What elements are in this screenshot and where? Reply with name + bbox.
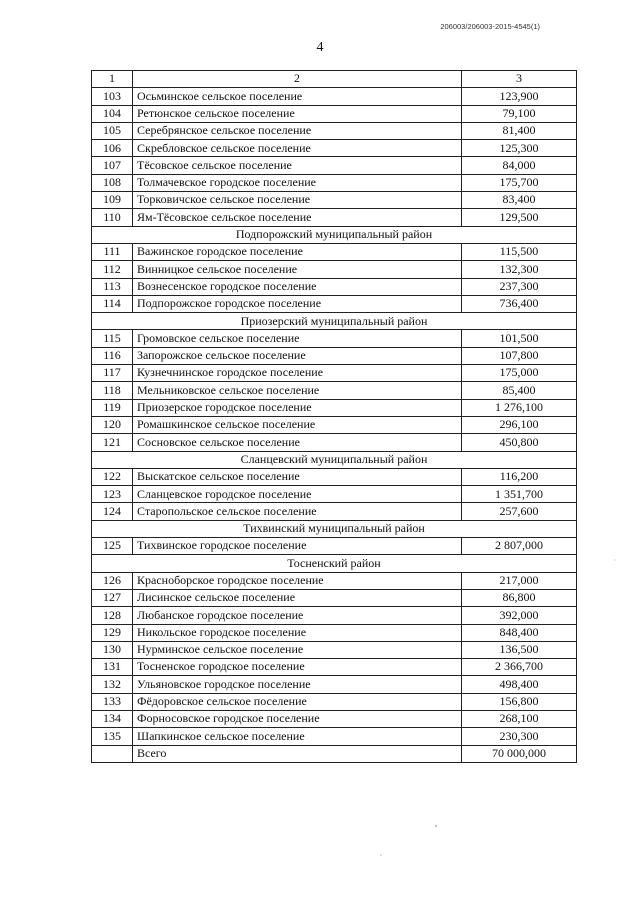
table-row <box>92 624 577 641</box>
settlement-name: Подпорожское городское поселение <box>133 295 462 312</box>
table-row <box>92 140 577 157</box>
table-row <box>92 572 577 589</box>
row-number: 127 <box>92 589 133 606</box>
row-number: 103 <box>92 88 133 105</box>
table-row <box>92 243 577 260</box>
district-row <box>92 555 577 572</box>
settlement-name: Любанское городское поселение <box>133 607 462 624</box>
allocation-value: 1 276,100 <box>462 399 577 416</box>
allocation-value: 101,500 <box>462 330 577 347</box>
row-number <box>92 745 133 762</box>
settlement-name: Важинское городское поселение <box>133 243 462 260</box>
allocation-value: 392,000 <box>462 607 577 624</box>
district-row <box>92 451 577 468</box>
row-number: 135 <box>92 728 133 745</box>
allocation-value: 1 351,700 <box>462 486 577 503</box>
district-name: Подпорожский муниципальный район <box>92 226 577 243</box>
table-row <box>92 192 577 209</box>
table-row <box>92 157 577 174</box>
settlement-name: Сосновское сельское поселение <box>133 434 462 451</box>
table-row <box>92 468 577 485</box>
district-name: Тихвинский муниципальный район <box>92 520 577 537</box>
allocation-value: 85,400 <box>462 382 577 399</box>
row-number: 119 <box>92 399 133 416</box>
table-row <box>92 607 577 624</box>
settlement-name: Ям-Тёсовское сельское поселение <box>133 209 462 226</box>
document-id: 206003/206003-2015-4545(1) <box>440 22 540 31</box>
row-number: 106 <box>92 140 133 157</box>
table-row <box>92 261 577 278</box>
table-row <box>92 382 577 399</box>
total-value: 70 000,000 <box>462 745 577 762</box>
allocation-value: 136,500 <box>462 641 577 658</box>
settlement-name: Старопольское сельское поселение <box>133 503 462 520</box>
row-number: 134 <box>92 710 133 727</box>
table-row <box>92 434 577 451</box>
allocation-value: 116,200 <box>462 468 577 485</box>
allocation-value: 129,500 <box>462 209 577 226</box>
table-row <box>92 399 577 416</box>
table-row <box>92 486 577 503</box>
settlement-name: Приозерское городское поселение <box>133 399 462 416</box>
allocation-value: 79,100 <box>462 105 577 122</box>
row-number: 122 <box>92 468 133 485</box>
row-number: 115 <box>92 330 133 347</box>
settlement-name: Мельниковское сельское поселение <box>133 382 462 399</box>
settlement-name: Серебрянское сельское поселение <box>133 122 462 139</box>
allocation-value: 115,500 <box>462 243 577 260</box>
row-number: 112 <box>92 261 133 278</box>
row-number: 113 <box>92 278 133 295</box>
allocation-value: 2 366,700 <box>462 659 577 676</box>
district-row <box>92 313 577 330</box>
row-number: 125 <box>92 538 133 555</box>
allocation-value: 83,400 <box>462 192 577 209</box>
header-col-1: 1 <box>92 71 133 88</box>
settlement-name: Тихвинское городское поселение <box>133 538 462 555</box>
total-row <box>92 745 577 762</box>
table-row <box>92 641 577 658</box>
row-number: 131 <box>92 659 133 676</box>
settlement-name: Осьминское сельское поселение <box>133 88 462 105</box>
allocation-value: 257,600 <box>462 503 577 520</box>
table-row <box>92 503 577 520</box>
settlement-name: Кузнечнинское городское поселение <box>133 365 462 382</box>
allocation-value: 498,400 <box>462 676 577 693</box>
allocation-value: 175,700 <box>462 174 577 191</box>
settlement-name: Лисинское сельское поселение <box>133 589 462 606</box>
allocation-value: 450,800 <box>462 434 577 451</box>
header-row <box>92 71 577 88</box>
row-number: 110 <box>92 209 133 226</box>
settlement-name: Фёдоровское сельское поселение <box>133 693 462 710</box>
district-row <box>92 520 577 537</box>
settlement-name: Толмачевское городское поселение <box>133 174 462 191</box>
allocation-value: 217,000 <box>462 572 577 589</box>
allocation-value: 132,300 <box>462 261 577 278</box>
settlement-name: Запорожское сельское поселение <box>133 347 462 364</box>
row-number: 126 <box>92 572 133 589</box>
table-row <box>92 330 577 347</box>
allocation-value: 84,000 <box>462 157 577 174</box>
allocation-table <box>91 70 577 763</box>
table-row <box>92 347 577 364</box>
row-number: 108 <box>92 174 133 191</box>
row-number: 118 <box>92 382 133 399</box>
table-row <box>92 278 577 295</box>
table-row <box>92 105 577 122</box>
row-number: 120 <box>92 416 133 433</box>
allocation-value: 230,300 <box>462 728 577 745</box>
table-row <box>92 659 577 676</box>
allocation-value: 736,400 <box>462 295 577 312</box>
table-row <box>92 174 577 191</box>
allocation-value: 175,000 <box>462 365 577 382</box>
district-name: Сланцевский муниципальный район <box>92 451 577 468</box>
header-col-2: 2 <box>133 71 462 88</box>
table-row <box>92 295 577 312</box>
row-number: 123 <box>92 486 133 503</box>
settlement-name: Красноборское городское поселение <box>133 572 462 589</box>
settlement-name: Выскатское сельское поселение <box>133 468 462 485</box>
allocation-value: 123,900 <box>462 88 577 105</box>
settlement-name: Скребловское сельское поселение <box>133 140 462 157</box>
allocation-value: 81,400 <box>462 122 577 139</box>
settlement-name: Громовское сельское поселение <box>133 330 462 347</box>
row-number: 132 <box>92 676 133 693</box>
row-number: 114 <box>92 295 133 312</box>
row-number: 104 <box>92 105 133 122</box>
allocation-value: 2 807,000 <box>462 538 577 555</box>
table-row <box>92 538 577 555</box>
settlement-name: Нурминское сельское поселение <box>133 641 462 658</box>
table-row <box>92 728 577 745</box>
row-number: 105 <box>92 122 133 139</box>
table-row <box>92 209 577 226</box>
table-row <box>92 693 577 710</box>
row-number: 133 <box>92 693 133 710</box>
table-row <box>92 122 577 139</box>
page-number: 4 <box>316 40 324 55</box>
settlement-name: Форносовское городское поселение <box>133 710 462 727</box>
settlement-name: Шапкинское сельское поселение <box>133 728 462 745</box>
header-col-3: 3 <box>462 71 577 88</box>
allocation-value: 107,800 <box>462 347 577 364</box>
row-number: 130 <box>92 641 133 658</box>
table-row <box>92 676 577 693</box>
settlement-name: Ульяновское городское поселение <box>133 676 462 693</box>
district-name: Приозерский муниципальный район <box>92 313 577 330</box>
settlement-name: Вознесенское городское поселение <box>133 278 462 295</box>
allocation-value: 848,400 <box>462 624 577 641</box>
row-number: 128 <box>92 607 133 624</box>
settlement-name: Сланцевское городское поселение <box>133 486 462 503</box>
allocation-value: 268,100 <box>462 710 577 727</box>
settlement-name: Тёсовское сельское поселение <box>133 157 462 174</box>
district-row <box>92 226 577 243</box>
allocation-value: 86,800 <box>462 589 577 606</box>
table-row <box>92 88 577 105</box>
row-number: 111 <box>92 243 133 260</box>
row-number: 109 <box>92 192 133 209</box>
row-number: 124 <box>92 503 133 520</box>
allocation-value: 237,300 <box>462 278 577 295</box>
district-name: Тосненский район <box>92 555 577 572</box>
table-row <box>92 710 577 727</box>
settlement-name: Никольское городское поселение <box>133 624 462 641</box>
allocation-value: 156,800 <box>462 693 577 710</box>
row-number: 107 <box>92 157 133 174</box>
table-row <box>92 589 577 606</box>
table-body <box>92 71 577 763</box>
row-number: 121 <box>92 434 133 451</box>
settlement-name: Ретюнское сельское поселение <box>133 105 462 122</box>
settlement-name: Торковичское сельское поселение <box>133 192 462 209</box>
allocation-value: 296,100 <box>462 416 577 433</box>
settlement-name: Тосненское городское поселение <box>133 659 462 676</box>
row-number: 116 <box>92 347 133 364</box>
allocation-value: 125,300 <box>462 140 577 157</box>
row-number: 117 <box>92 365 133 382</box>
total-label: Всего <box>133 745 462 762</box>
row-number: 129 <box>92 624 133 641</box>
table-row <box>92 365 577 382</box>
settlement-name: Винницкое сельское поселение <box>133 261 462 278</box>
settlement-name: Ромашкинское сельское поселение <box>133 416 462 433</box>
table-row <box>92 416 577 433</box>
